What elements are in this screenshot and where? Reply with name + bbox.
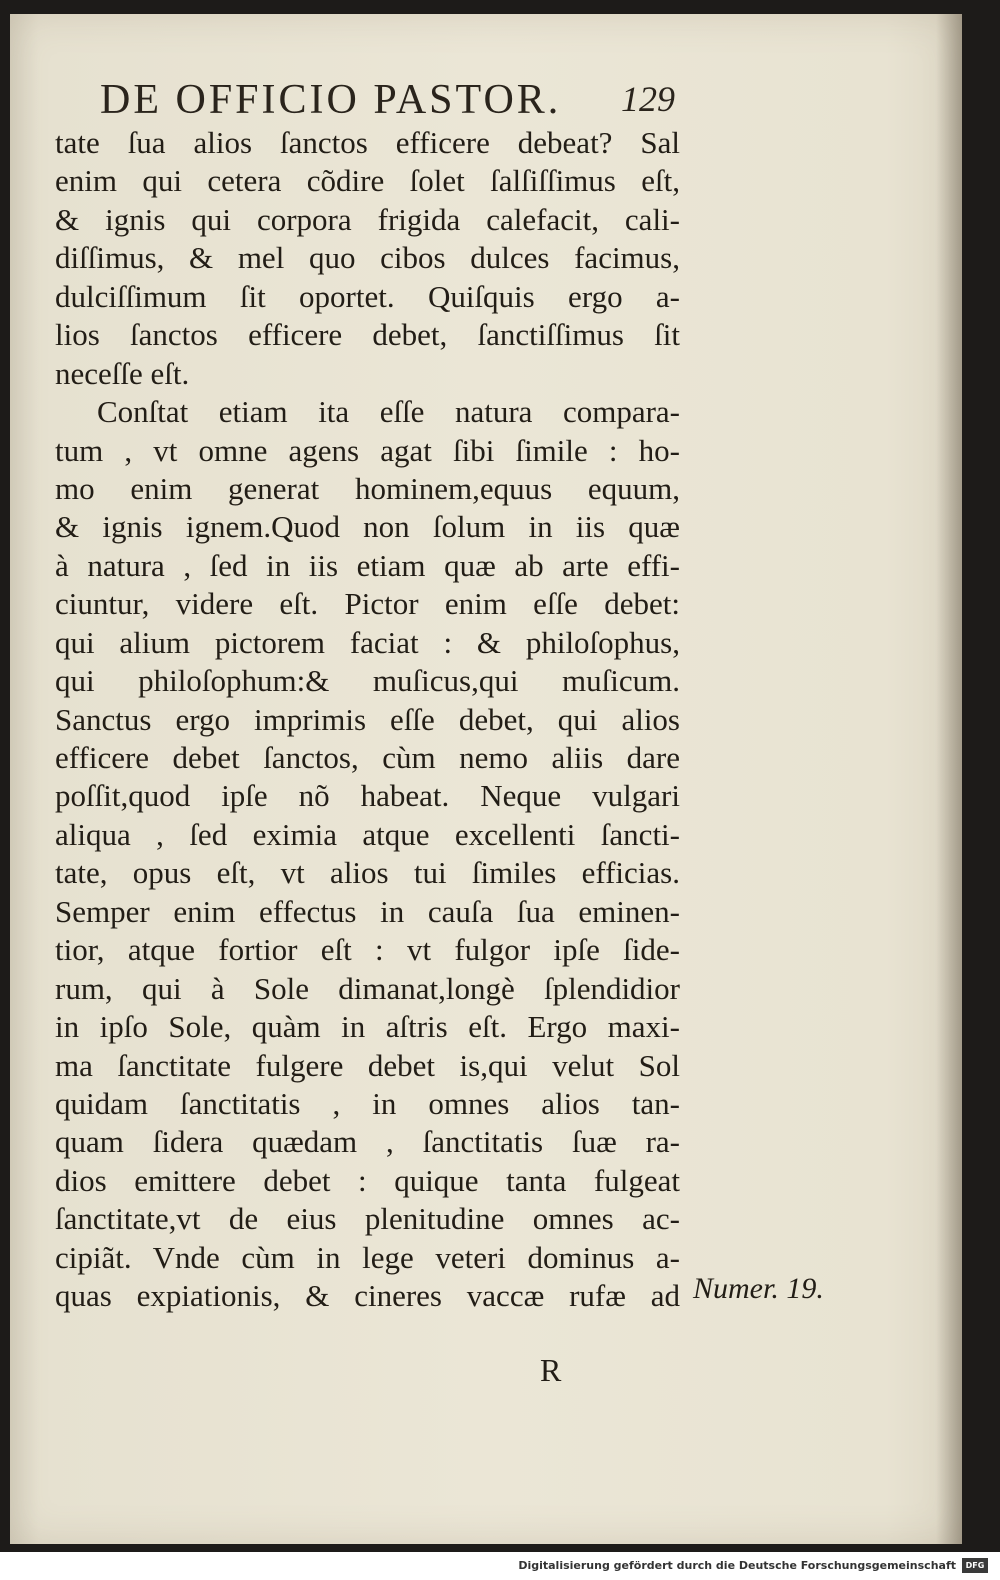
text-line: lios ſanctos efficere debet, ſanctiſſimus ſit [55, 317, 680, 353]
text-line: Semper enim effectus in cauſa ſua eminen- [55, 893, 680, 929]
text-line: diſſimus, & mel quo cibos dulces facimus, [55, 240, 680, 276]
text-line: & ignis qui corpora frigida calefacit, cali- [55, 201, 680, 237]
page-number: 129 [621, 79, 675, 119]
text-line: tior, atque fortior eſt : vt fulgor ipſe ſide- [55, 932, 680, 968]
page-edge-shadow [936, 14, 962, 1544]
text-line: enim qui cetera cõdire ſolet ſalſiſſimus eſt, [55, 163, 680, 199]
text-line: quam ſidera quædam , ſanctitatis ſuæ ra- [55, 1124, 680, 1160]
running-title: DE OFFICIO PASTOR. [100, 77, 562, 123]
text-line: ma ſanctitate fulgere debet is,qui velut Sol [55, 1047, 680, 1083]
text-line: mo enim generat hominem,equus equum, [55, 470, 680, 506]
text-line: ſanctitate,vt de eius plenitudine omnes ac- [55, 1201, 680, 1237]
footer-bar [0, 1552, 1000, 1580]
paragraph-start-line: Conſtat etiam ita eſſe natura compara- [97, 394, 680, 430]
text-line: quas expiationis, & cineres vaccæ rufæ ad [55, 1278, 680, 1314]
text-line: poſſit,quod ipſe nõ habeat. Neque vulgari [55, 778, 680, 814]
text-line: neceſſe eſt. [55, 355, 190, 391]
text-line: & ignis ignem.Quod non ſolum in iis quæ [55, 509, 680, 545]
signature-mark: R [540, 1352, 562, 1388]
funding-credit: Digitalisierung gefördert durch die Deutsche Forschungsgemeinschaft [518, 1559, 956, 1572]
text-line: tate ſua alios ſanctos efficere debeat? Sal [55, 125, 680, 160]
text-line: dios emittere debet : quique tanta fulgeat [55, 1162, 680, 1198]
running-head [90, 72, 685, 122]
text-line: quidam ſanctitatis , in omnes alios tan- [55, 1085, 680, 1121]
text-line: rum, qui à Sole dimanat,longè ſplendidior [55, 970, 680, 1006]
text-line: in ipſo Sole, quàm in aſtris eſt. Ergo maxi- [55, 1009, 680, 1045]
text-line: qui alium pictorem faciat : & philoſophus, [55, 624, 680, 660]
text-line: aliqua , ſed eximia atque excellenti ſancti- [55, 816, 680, 852]
text-line: tate, opus eſt, vt alios tui ſimiles efficias. [55, 855, 680, 891]
text-line: cipiãt. Vnde cùm in lege veteri dominus a- [55, 1239, 680, 1275]
text-line: ciuntur, videre eſt. Pictor enim eſſe debet: [55, 586, 680, 622]
text-line: tum , vt omne agens agat ſibi ſimile : ho- [55, 432, 680, 468]
text-line: efficere debet ſanctos, cùm nemo aliis dare [55, 740, 680, 775]
text-line: qui philoſophum:& muſicus,qui muſicum. [55, 663, 680, 699]
text-line: dulciſſimum ſit oportet. Quiſquis ergo a- [55, 278, 680, 314]
dfg-logo: DFG [962, 1558, 988, 1573]
text-line: à natura , ſed in iis etiam quæ ab arte effi- [55, 547, 680, 583]
marginal-note: Numer. 19. [693, 1272, 824, 1305]
body-text [55, 124, 680, 1316]
text-line: Sanctus ergo imprimis eſſe debet, qui alios [55, 701, 680, 737]
